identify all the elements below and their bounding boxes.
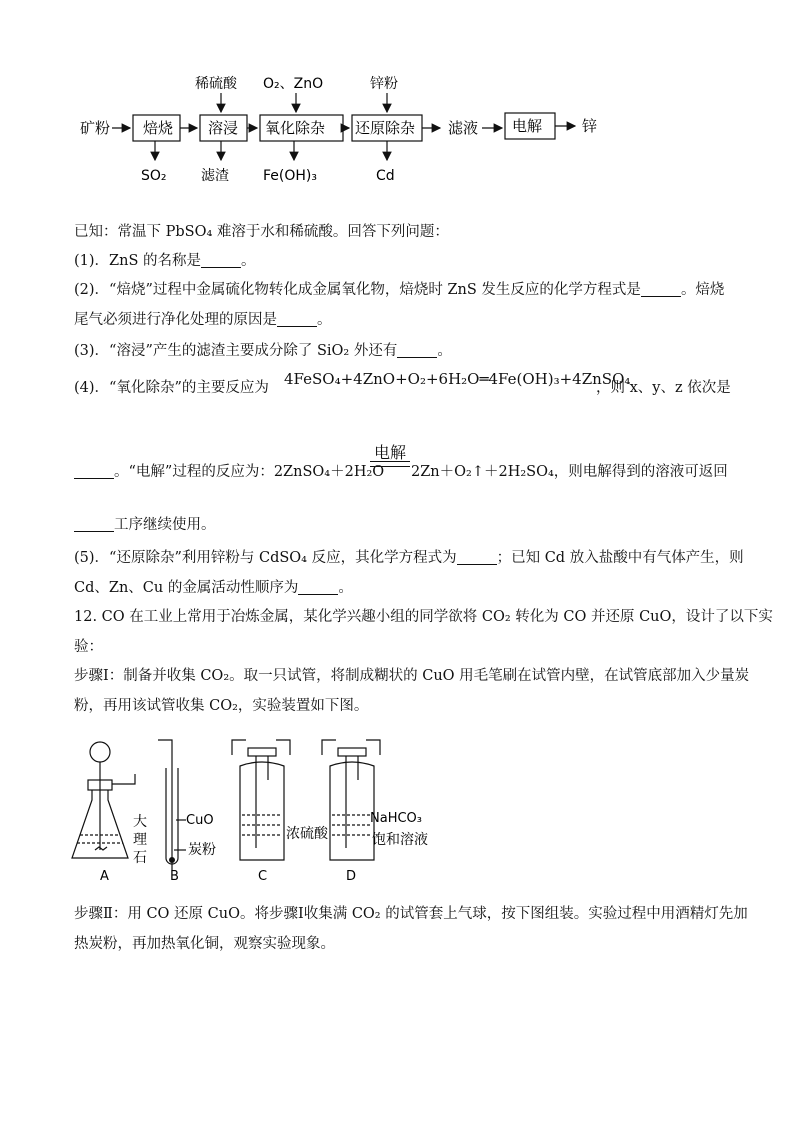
- flow-output-so2: SO₂: [141, 168, 167, 184]
- flow-input-acid: 稀硫酸: [195, 76, 237, 92]
- flow-input-zinc-powder: 锌粉: [370, 76, 398, 92]
- question-3: (3)．“溶浸”产生的滤渣主要成分除了 SiO₂ 外还有 。: [74, 343, 452, 359]
- flow-box-electrolysis-label: 电解: [512, 117, 543, 135]
- flow-end-label: 锌: [582, 117, 598, 135]
- question-2-line-2: 尾气必须进行净化处理的原因是 。: [74, 312, 332, 328]
- label-a: A: [100, 869, 109, 884]
- question-4-tail: ，则 x、y、z 依次是: [596, 380, 731, 396]
- question-4-line-1: (4)．“氧化除杂”的主要反应为: [74, 380, 269, 396]
- step-2-line-2: 热炭粉，再加热氧化铜，观察实验现象。: [74, 936, 335, 952]
- question-12-line-1: 12. CO 在工业上常用于冶炼金属，某化学兴趣小组的同学欲将 CO₂ 转化为 CO 并还原 CuO，设计了以下实: [74, 609, 773, 625]
- flow-box-reduction-label: 还原除杂: [355, 119, 416, 137]
- question-12-line-2: 验：: [74, 639, 103, 655]
- flow-box-roast-label: 焙烧: [143, 119, 174, 137]
- label-b: B: [170, 869, 179, 884]
- flow-output-cd: Cd: [376, 168, 395, 184]
- answer-blank[interactable]: [201, 253, 241, 268]
- question-4-line-2: 。“电解”过程的反应为：2ZnSO₄＋2H₂O: [74, 462, 734, 482]
- question-5-line-1: (5)．“还原除杂”利用锌粉与 CdSO₄ 反应，其化学方程式为 ；已知 Cd 放入盐酸中有气体产生，则: [74, 550, 744, 566]
- carbon-label: 炭粉: [188, 842, 216, 858]
- answer-blank[interactable]: [298, 580, 338, 595]
- apparatus-b: [158, 740, 186, 870]
- flow-output-feoh3: Fe(OH)₃: [263, 168, 317, 184]
- oxidation-equation: 4FeSO₄+4ZnO+O₂+6H₂O═4Fe(OH)₃+4ZnSO₄: [284, 370, 631, 388]
- marble-label-2: 理: [133, 832, 147, 848]
- nahco3-label: NaHCO₃: [370, 811, 422, 826]
- saturated-solution-label: 饱和溶液: [372, 832, 428, 848]
- label-c: C: [258, 869, 268, 884]
- answer-blank[interactable]: [277, 312, 317, 327]
- marble-label-3: 石: [133, 850, 147, 866]
- question-5-line-2: Cd、Zn、Cu 的金属活动性顺序为 。: [74, 580, 353, 596]
- answer-blank[interactable]: [641, 282, 681, 297]
- question-2-line-1: (2)．“焙烧”过程中金属硫化物转化成金属氧化物，焙烧时 ZnS 发生反应的化学方程式是 。焙烧: [74, 282, 725, 298]
- cuo-label: CuO: [186, 813, 214, 828]
- question-1-text: (1)．ZnS 的名称是: [74, 253, 201, 269]
- apparatus-diagram: [0, 720, 800, 890]
- answer-blank[interactable]: [457, 550, 497, 565]
- known-statement: 已知：常温下 PbSO₄ 难溶于水和稀硫酸。回答下列问题：: [74, 224, 449, 240]
- apparatus-c: [232, 740, 290, 860]
- flow-start-label: 矿粉: [80, 119, 111, 137]
- label-d: D: [346, 869, 357, 884]
- flow-output-residue: 滤渣: [201, 168, 229, 184]
- answer-blank[interactable]: [397, 343, 437, 358]
- flow-box-oxidation-label: 氧化除杂: [265, 119, 326, 137]
- step-1-line-2: 粉，再用该试管收集 CO₂，实验装置如下图。: [74, 698, 369, 714]
- answer-blank[interactable]: [74, 464, 114, 479]
- marble-label-1: 大: [133, 814, 147, 830]
- electrolysis-condition: 电解: [374, 443, 407, 462]
- question-1: (1)．ZnS 的名称是 。: [74, 253, 256, 269]
- step-2-line-1: 步骤Ⅱ：用 CO 还原 CuO。将步骤Ⅰ收集满 CO₂ 的试管套上气球，按下图组装。实验过程中用酒精灯先加: [74, 906, 748, 922]
- question-4-line-3: 工序继续使用。: [74, 515, 734, 535]
- answer-blank[interactable]: [74, 517, 114, 532]
- step-1-line-1: 步骤Ⅰ：制备并收集 CO₂。取一只试管，将制成糊状的 CuO 用毛笔刷在试管内壁，在试管底部加入少量炭: [74, 668, 750, 684]
- question-4-line-2-right: 2Zn＋O₂↑＋2H₂SO₄，则电解得到的溶液可返回: [411, 464, 728, 480]
- flow-box-leach-label: 溶浸: [208, 119, 239, 137]
- conc-acid-label: 浓硫酸: [286, 826, 328, 842]
- apparatus-a: [72, 742, 135, 858]
- flow-filtrate-label: 滤液: [448, 119, 479, 137]
- flow-input-oxygen-zno: O₂、ZnO: [263, 76, 324, 92]
- process-flowchart: [0, 0, 800, 200]
